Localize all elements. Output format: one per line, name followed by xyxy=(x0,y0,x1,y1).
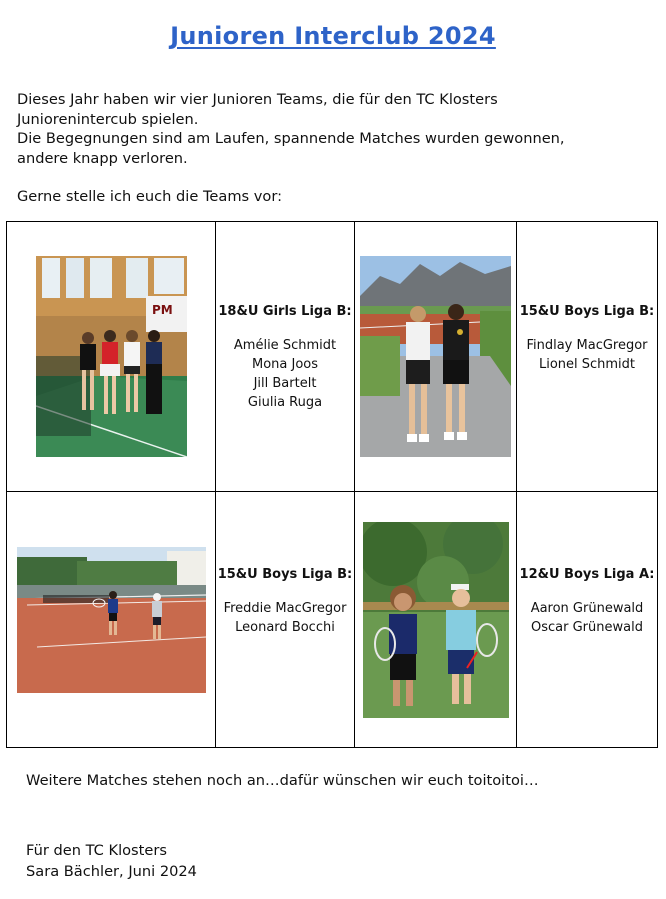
player-name: Freddie MacGregor xyxy=(223,600,347,616)
intro-line: Die Begegnungen sind am Laufen, spannende Matches wurden gewonnen, xyxy=(17,130,565,147)
player-name: Amélie Schmidt xyxy=(233,337,337,353)
teams-table xyxy=(6,221,658,748)
team-photo-boys-12u xyxy=(363,522,509,718)
team-photo-cell xyxy=(355,492,517,748)
closing-line: Für den TC Klosters xyxy=(26,842,167,859)
team-photo-boys-15u-1 xyxy=(360,256,511,457)
intro-line: Juniorenintercub spielen. xyxy=(17,110,199,128)
team-label-cell xyxy=(517,492,658,748)
team-photo-boys-15u-2 xyxy=(17,547,206,693)
player-name: Lionel Schmidt xyxy=(538,356,636,372)
team-label-cell xyxy=(216,222,355,492)
team-label-cell xyxy=(216,492,355,748)
player-name: Findlay MacGregor xyxy=(526,337,648,353)
intro-line: Gerne stelle ich euch die Teams vor: xyxy=(17,188,283,205)
sign-text: PM xyxy=(151,303,173,317)
team-name: 15&U Boys Liga B: xyxy=(217,566,353,582)
page-title: Junioren Interclub 2024 xyxy=(170,22,496,50)
team-name: 12&U Boys Liga A: xyxy=(519,566,655,582)
player-name: Jill Bartelt xyxy=(253,375,317,391)
player-name: Aaron Grünewald xyxy=(530,600,644,616)
outro-text: Weitere Matches stehen noch an…dafür wünschen wir euch toitoitoi… xyxy=(26,772,539,789)
intro-text xyxy=(17,90,637,207)
team-name: 15&U Boys Liga B: xyxy=(519,303,655,319)
player-name: Giulia Ruga xyxy=(247,394,323,410)
player-name: Oscar Grünewald xyxy=(531,619,643,635)
player-name: Leonard Bocchi xyxy=(235,619,335,635)
intro-line: andere knapp verloren. xyxy=(17,149,188,167)
closing-signature xyxy=(26,840,197,882)
closing-line: Sara Bächler, Juni 2024 xyxy=(26,863,197,880)
team-photo-girls xyxy=(36,256,187,457)
intro-line: Dieses Jahr haben wir vier Junioren Teams, die für den TC Klosters xyxy=(17,91,498,108)
player-name: Mona Joos xyxy=(251,356,319,372)
team-photo-cell xyxy=(355,222,517,492)
team-photo-cell xyxy=(7,492,216,748)
team-label-cell xyxy=(517,222,658,492)
team-name: 18&U Girls Liga B: xyxy=(218,303,352,319)
team-photo-cell xyxy=(7,222,216,492)
